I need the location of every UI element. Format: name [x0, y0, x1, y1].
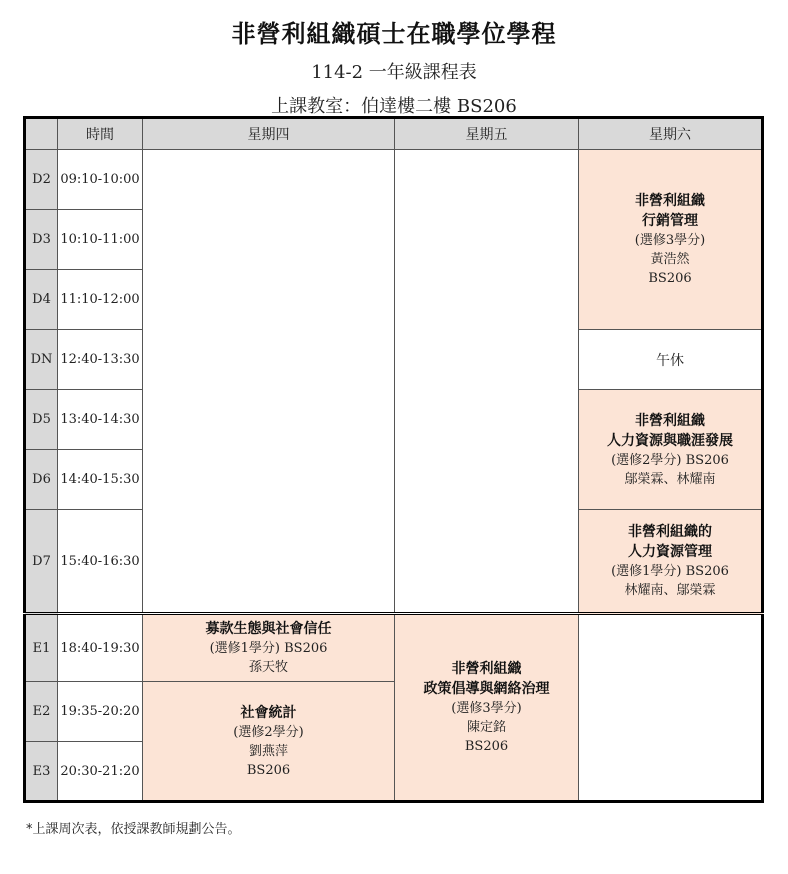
time-cell: 09:10-10:00 [58, 150, 143, 210]
course-social-statistics [143, 682, 395, 802]
time-cell: 18:40-19:30 [58, 614, 143, 682]
course-name: 政策倡導與網絡治理 [423, 681, 550, 697]
footnote: *上課周次表，依授課教師規劃公告。 [26, 822, 241, 837]
period-cell: D5 [25, 390, 58, 450]
period-cell: E1 [25, 614, 58, 682]
course-room: BS206 [464, 739, 509, 754]
course-name: 非營利組織 [451, 661, 522, 677]
course-name: 人力資源與職涯發展 [607, 432, 733, 449]
time-cell: 19:35-20:20 [58, 682, 143, 742]
period-cell: D4 [25, 270, 58, 330]
thursday-day-empty [143, 150, 395, 614]
header-saturday: 星期六 [579, 118, 763, 150]
course-fundraising [143, 614, 395, 682]
period-cell: D7 [25, 510, 58, 614]
header-thursday: 星期四 [143, 118, 395, 150]
course-name: 社會統計 [240, 704, 297, 721]
course-name: 募款生態與社會信任 [205, 621, 332, 637]
period-cell: D6 [25, 450, 58, 510]
course-credit: (選修3學分) [451, 701, 522, 716]
course-name: 非營利組織的 [628, 524, 712, 540]
course-credit: (選修1學分) BS206 [611, 564, 729, 579]
schedule-table [23, 116, 764, 803]
period-cell: D3 [25, 210, 58, 270]
table-row [25, 150, 763, 210]
course-marketing [579, 150, 763, 330]
course-teacher: 孫天牧 [248, 660, 288, 675]
course-teacher: 劉燕萍 [248, 743, 288, 759]
course-teacher: 鄔榮霖、林耀南 [624, 471, 716, 487]
course-name: 非營利組織 [635, 193, 705, 209]
period-cell: D2 [25, 150, 58, 210]
friday-day-empty [395, 150, 579, 614]
course-teacher: 黃浩然 [650, 252, 690, 267]
time-cell: 20:30-21:20 [58, 742, 143, 802]
time-cell: 15:40-16:30 [58, 510, 143, 614]
page-title: 非營利組織碩士在職學位學程 [231, 20, 557, 48]
course-room: BS206 [246, 762, 291, 778]
period-cell: E2 [25, 682, 58, 742]
time-cell: 10:10-11:00 [58, 210, 143, 270]
course-credit: (選修1學分) BS206 [209, 641, 328, 656]
classroom-info: 上課教室：伯達樓二樓 BS206 [271, 96, 517, 117]
period-cell: E3 [25, 742, 58, 802]
course-teacher: 陳定銘 [466, 720, 506, 735]
course-policy-advocacy [395, 614, 579, 802]
header-row [25, 118, 763, 150]
course-name: 行銷管理 [642, 213, 698, 229]
course-hr-career [579, 390, 763, 510]
page-subtitle: 114-2 一年級課程表 [311, 62, 477, 83]
header-friday: 星期五 [395, 118, 579, 150]
course-credit: (選修2學分) [233, 724, 304, 740]
course-hr-management [579, 510, 763, 614]
course-name: 非營利組織 [635, 412, 705, 429]
header-time: 時間 [58, 118, 143, 150]
course-room: BS206 [648, 271, 692, 286]
course-credit: (選修2學分) BS206 [611, 452, 729, 468]
saturday-evening-empty [579, 614, 763, 802]
time-cell: 11:10-12:00 [58, 270, 143, 330]
time-cell: 13:40-14:30 [58, 390, 143, 450]
period-cell: DN [25, 330, 58, 390]
course-credit: (選修3學分) [634, 233, 706, 248]
time-cell: 14:40-15:30 [58, 450, 143, 510]
course-name: 人力資源管理 [628, 544, 712, 560]
header-period [25, 118, 58, 150]
course-teacher: 林耀南、鄔榮霖 [624, 583, 716, 598]
table-row [25, 614, 763, 682]
lunch-break-cell: 午休 [579, 330, 763, 390]
time-cell: 12:40-13:30 [58, 330, 143, 390]
